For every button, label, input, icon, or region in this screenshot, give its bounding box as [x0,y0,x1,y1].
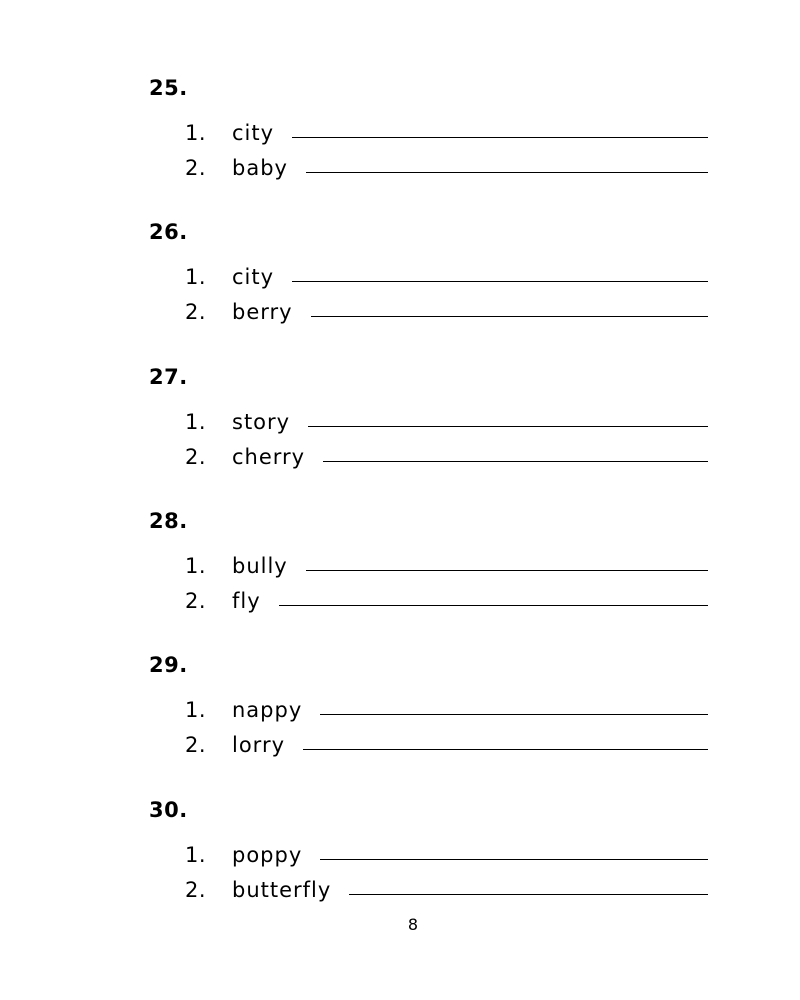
item-number: 1. [184,843,206,867]
answer-line[interactable] [303,749,708,750]
item-number: 2. [184,445,206,469]
exercise-item [149,262,708,290]
answer-line[interactable] [308,426,708,427]
answer-line[interactable] [306,172,708,173]
exercise-28 [149,509,709,653]
exercise-number: 30. [149,798,188,822]
exercise-number: 26. [149,220,188,244]
item-word: city [232,121,275,145]
answer-line[interactable] [320,859,708,860]
item-number: 1. [184,410,206,434]
page-number: 8 [407,915,419,934]
exercise-number: 27. [149,365,188,389]
item-number: 2. [184,733,206,757]
exercise-number: 29. [149,653,188,677]
item-word: butterfly [232,878,332,902]
exercise-item [149,875,708,903]
item-word: city [232,265,275,289]
item-number: 1. [184,554,206,578]
item-word: poppy [232,843,303,867]
answer-line[interactable] [311,316,708,317]
item-word: story [232,410,291,434]
exercise-item [149,407,708,435]
answer-line[interactable] [320,714,708,715]
exercise-number: 28. [149,509,188,533]
item-number: 1. [184,265,206,289]
exercise-27 [149,365,709,509]
item-word: cherry [232,445,306,469]
exercise-item [149,297,708,325]
item-number: 2. [184,156,206,180]
answer-line[interactable] [292,137,708,138]
exercise-item [149,840,708,868]
item-word: fly [232,589,261,613]
exercise-26 [149,220,709,364]
exercise-item [149,551,708,579]
answer-line[interactable] [323,461,708,462]
answer-line[interactable] [306,570,708,571]
exercise-item [149,730,708,758]
exercise-29 [149,653,709,797]
item-number: 1. [184,698,206,722]
item-word: lorry [232,733,286,757]
item-word: bully [232,554,288,578]
item-number: 2. [184,589,206,613]
item-word: berry [232,300,293,324]
exercise-item [149,153,708,181]
item-number: 1. [184,121,206,145]
answer-line[interactable] [349,894,708,895]
exercise-item [149,118,708,146]
item-word: baby [232,156,288,180]
exercise-25 [149,76,709,220]
exercise-item [149,695,708,723]
item-word: nappy [232,698,303,722]
exercise-item [149,442,708,470]
item-number: 2. [184,300,206,324]
answer-line[interactable] [279,605,708,606]
item-number: 2. [184,878,206,902]
answer-line[interactable] [292,281,708,282]
exercise-number: 25. [149,76,188,100]
exercise-item [149,586,708,614]
